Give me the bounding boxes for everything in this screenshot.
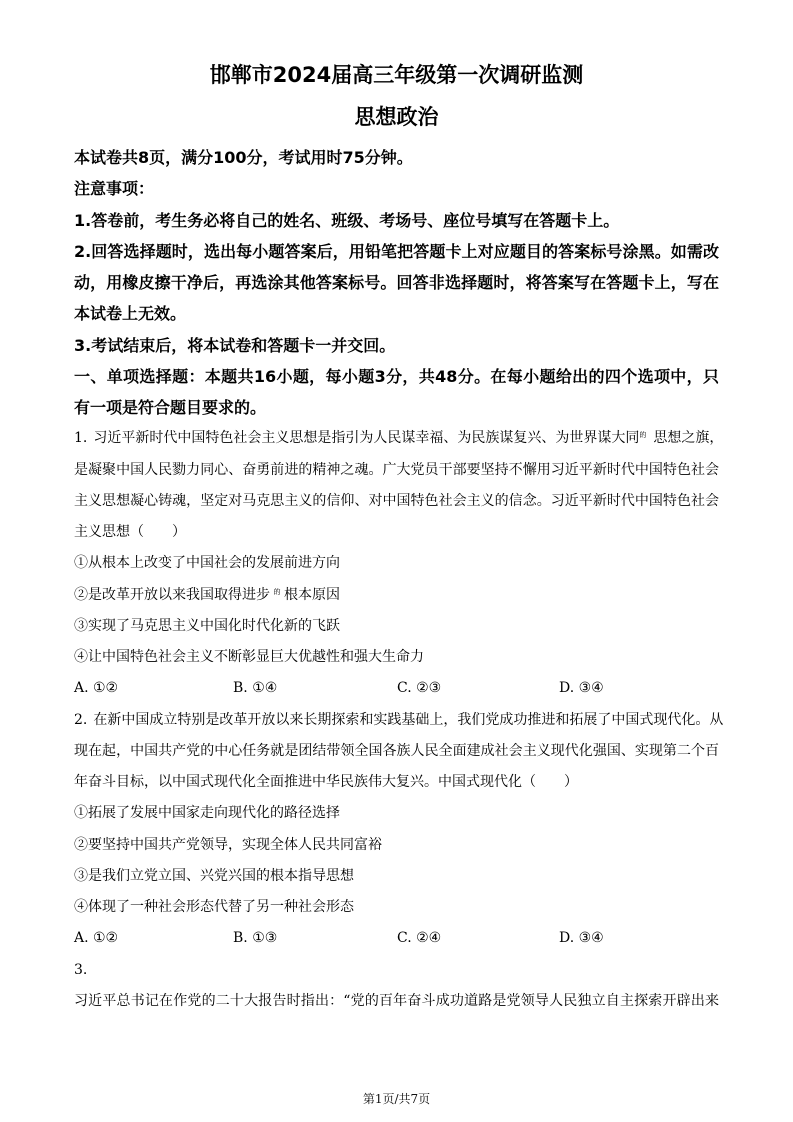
question-2-option-b: B. ①③ (233, 930, 278, 947)
statement-text: 根本原因 (284, 586, 340, 603)
question-2-statement-1: ①拓展了发展中国家走向现代化的路径选择 (74, 805, 340, 822)
question-2-statement-3: ③是我们立党立国、兴党兴国的根本指导思想 (74, 867, 354, 884)
question-1-statement-4: ④让中国特色社会主义不断彰显巨大优越性和强大生命力 (74, 649, 424, 665)
exam-title: 邯郸市2024届高三年级第一次调研监测 (209, 63, 584, 87)
question-2-stem-line-3: 年奋斗目标，以中国式现代化全面推进中华民族伟大复兴。中国式现代化（ ） (74, 774, 578, 790)
question-1-option-a: A. ①② (74, 680, 119, 697)
question-1-options (74, 673, 719, 704)
question-1-statement-2 (74, 580, 719, 611)
question-2-statement-2: ②要坚持中国共产党领导，实现全体人民共同富裕 (74, 836, 382, 853)
question-3-number: 3. (74, 961, 88, 978)
question-2-options (74, 923, 719, 954)
question-1-statement-1: ①从根本上改变了中国社会的发展前进方向 (74, 555, 340, 572)
garbled-glyph: 的 (273, 587, 281, 596)
question-2-option-c: C. ②④ (397, 930, 442, 947)
page-content (74, 142, 724, 1017)
question-1-stem-line-3: 主义思想凝心铸魂，坚定对马克思主义的信仰、对中国特色社会主义的信念。习近平新时代中国特色社会 (74, 492, 719, 509)
question-2-option-d: D. ③④ (559, 930, 604, 947)
question-1-stem-line-1 (74, 423, 724, 454)
question-2-number: 2. (74, 711, 88, 728)
exam-intro: 本试卷共8页，满分100分，考试用时75分钟。 (74, 148, 413, 167)
question-1-statement-3: ③实现了马克思主义中国化时代化新的飞跃 (74, 617, 340, 634)
notice-item-1: 1.答卷前，考生务必将自己的姓名、班级、考场号、座位号填写在答题卡上。 (74, 210, 620, 230)
question-1-option-d: D. ③④ (559, 680, 604, 697)
statement-text: ②是改革开放以来我国取得进步 (74, 586, 270, 603)
question-2-stem-line-1 (74, 705, 724, 736)
question-2-option-a: A. ①② (74, 930, 119, 947)
page-indicator: 第1页/共7页 (362, 1092, 431, 1106)
notice-item-2-line-1: 2.回答选择题时，选出每小题答案后，用铅笔把答题卡上对应题目的答案标号涂黑。如需改 (74, 241, 719, 261)
section-heading-line-2: 有一项是符合题目要求的。 (74, 398, 267, 417)
question-2-statement-4: ④体现了一种社会形态代替了另一种社会形态 (74, 899, 354, 915)
notice-item-3: 3.考试结束后，将本试卷和答题卡一并交回。 (74, 335, 396, 355)
notice-item-2-line-3: 本试卷上无效。 (74, 304, 187, 324)
question-3-stem-line-1: 习近平总书记在作党的二十大报告时指出：“党的百年奋斗成功道路是党领导人民独立自主探索开辟出来 (74, 992, 719, 1009)
question-2-stem-text: 在新中国成立特别是改革开放以来长期探索和实践基础上，我们党成功推进和拓展了中国式现代化。从 (93, 711, 724, 728)
question-1-option-b: B. ①④ (233, 680, 278, 697)
notice-item-2-line-2: 动，用橡皮擦干净后，再选涂其他答案标号。回答非选择题时，将答案写在答题卡上，写在 (74, 273, 719, 292)
section-heading-line-1: 一、单项选择题：本题共16小题，每小题3分，共48分。在每小题给出的四个选项中，只 (74, 366, 719, 386)
question-1-stem-line-4: 主义思想（ ） (74, 524, 186, 540)
question-2-stem-line-2: 现在起，中国共产党的中心任务就是团结带领全国各族人民全面建成社会主义现代化强国、实现第二个百 (74, 742, 719, 759)
question-1-number: 1. (74, 430, 88, 447)
notice-heading: 注意事项： (74, 179, 155, 199)
subject-title: 思想政治 (354, 105, 439, 129)
question-1-stem-line-2: 是凝聚中国人民勠力同心、奋勇前进的精神之魂。广大党员干部要坚持不懈用习近平新时代中国特色社会 (74, 461, 719, 478)
question-1-option-c: C. ②③ (397, 680, 442, 697)
question-1-stem-text: 习近平新时代中国特色社会主义思想是指引为人民谋幸福、为民族谋复兴、为世界谋大同 (93, 430, 640, 447)
garbled-glyph: 的 (639, 431, 647, 440)
question-1-stem-text: 思想之旗， (653, 430, 724, 447)
